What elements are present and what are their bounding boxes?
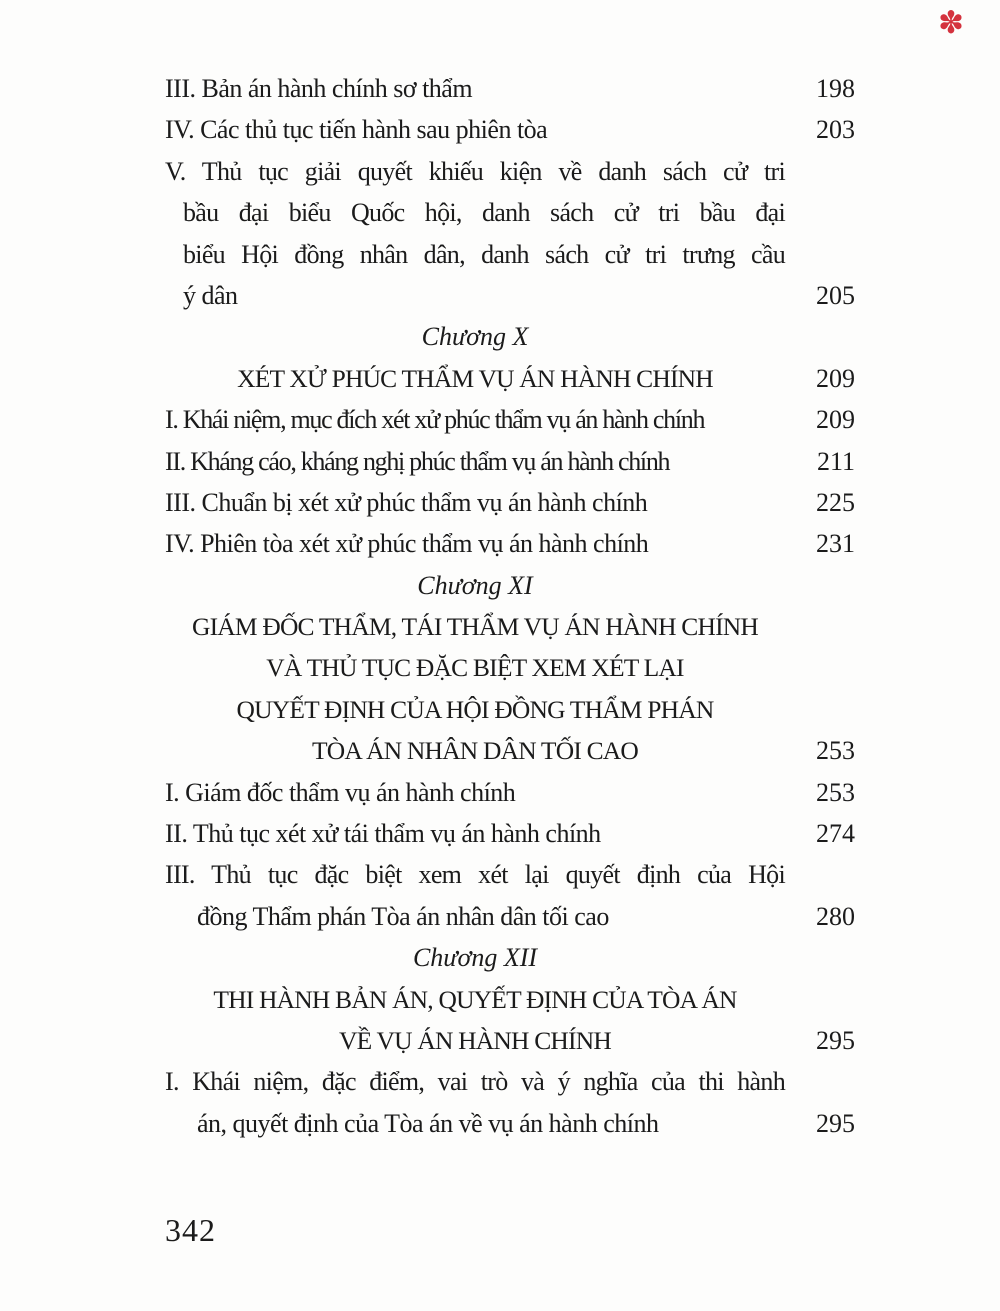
page-number: 342 (165, 1212, 216, 1248)
toc-entry-text: VÀ THỦ TỤC ĐẶC BIỆT XEM XÉT LẠI (266, 653, 684, 683)
toc-entry-text: Chương X (421, 322, 529, 352)
toc-entry-page-number: 205 (816, 280, 855, 310)
toc-line (165, 1020, 855, 1061)
toc-entry-text: XÉT XỬ PHÚC THẨM VỤ ÁN HÀNH CHÍNH (237, 363, 713, 393)
toc-entry-text: III. Chuẩn bị xét xử phúc thẩm vụ án hành chính (165, 487, 648, 517)
toc-entry-text: VỀ VỤ ÁN HÀNH CHÍNH (339, 1025, 611, 1055)
toc-line (165, 730, 855, 771)
toc-line (165, 523, 855, 564)
toc-line (165, 1103, 855, 1144)
toc-entry-text: I. Khái niệm, mục đích xét xử phúc thẩm vụ án hành chính (165, 405, 705, 435)
toc-entry-text: bầu đại biểu Quốc hội, danh sách cử tri bầu đại (183, 198, 785, 228)
toc-entry-text: V. Thủ tục giải quyết khiếu kiện về danh sách cử tri (165, 156, 785, 186)
toc-line (165, 813, 855, 854)
toc-entry-page-number: 198 (816, 74, 855, 103)
toc-line (165, 109, 855, 150)
toc-entry-page-number: 295 (816, 1108, 855, 1138)
toc-entry-text: I. Giám đốc thẩm vụ án hành chính (165, 777, 516, 807)
toc-entry-text: ý dân (183, 280, 238, 310)
toc-entry-text: QUYẾT ĐỊNH CỦA HỘI ĐỒNG THẨM PHÁN (236, 694, 714, 724)
toc-entry-page-number: 209 (816, 405, 855, 435)
toc-entry-text: II. Thủ tục xét xử tái thẩm vụ án hành chính (165, 819, 601, 849)
toc-entry-page-number: 203 (816, 115, 855, 145)
toc-entry-text: GIÁM ĐỐC THẨM, TÁI THẨM VỤ ÁN HÀNH CHÍNH (191, 612, 759, 642)
toc-entry-text: THI HÀNH BẢN ÁN, QUYẾT ĐỊNH CỦA TÒA ÁN (213, 984, 737, 1014)
toc-entry-page-number: 274 (816, 819, 855, 849)
toc-line (165, 606, 855, 647)
toc-line (165, 854, 855, 895)
toc-entry-page-number: 280 (816, 901, 855, 931)
toc-entry-text: biểu Hội đồng nhân dân, danh sách cử tri trưng cầu (183, 239, 785, 269)
toc-entry-page-number: 253 (816, 736, 855, 766)
toc-line (165, 647, 855, 688)
toc-entry-page-number: 225 (816, 487, 855, 517)
toc-line (165, 275, 855, 316)
toc-entry-page-number: 231 (816, 529, 855, 559)
toc-line (165, 192, 855, 233)
toc-entry-page-number: 253 (816, 777, 855, 807)
toc-line (165, 316, 855, 357)
toc-entry-text: Chương XII (412, 943, 538, 973)
toc-entry-text: I. Khái niệm, đặc điểm, vai trò và ý nghĩa của thi hành (165, 1067, 785, 1097)
toc-line (165, 482, 855, 523)
toc-line (165, 358, 855, 399)
toc-line (165, 689, 855, 730)
toc-entry-text: án, quyết định của Tòa án về vụ án hành chính (197, 1108, 659, 1138)
toc-line (165, 1061, 855, 1102)
toc-entry-text: IV. Các thủ tục tiến hành sau phiên tòa (165, 115, 548, 145)
toc-line (165, 68, 855, 109)
toc-line (165, 399, 855, 440)
toc-line (165, 565, 855, 606)
toc-entry-text: IV. Phiên tòa xét xử phúc thẩm vụ án hành chính (165, 529, 649, 559)
toc-entry-text: II. Kháng cáo, kháng nghị phúc thẩm vụ án hành chính (165, 446, 670, 476)
toc-entry-page-number: 209 (816, 363, 855, 393)
toc-line (165, 234, 855, 275)
toc-line (165, 441, 855, 482)
toc-entry-page-number: 211 (816, 446, 855, 476)
toc-entry-text: III. Thủ tục đặc biệt xem xét lại quyết định của Hội (165, 860, 785, 890)
toc-entry-text: TÒA ÁN NHÂN DÂN TỐI CAO (311, 736, 639, 766)
toc-entry-text: III. Bản án hành chính sơ thẩm (165, 74, 473, 103)
toc-entry-text: Chương XI (417, 570, 533, 600)
toc-line (165, 979, 855, 1020)
flower-ornament-icon: ✽ (938, 5, 964, 41)
toc-entry-text: đồng Thẩm phán Tòa án nhân dân tối cao (197, 901, 609, 931)
table-of-contents (165, 68, 855, 1144)
toc-line (165, 937, 855, 978)
toc-line (165, 151, 855, 192)
toc-entry-page-number: 295 (816, 1025, 855, 1055)
toc-line (165, 896, 855, 937)
toc-line (165, 772, 855, 813)
